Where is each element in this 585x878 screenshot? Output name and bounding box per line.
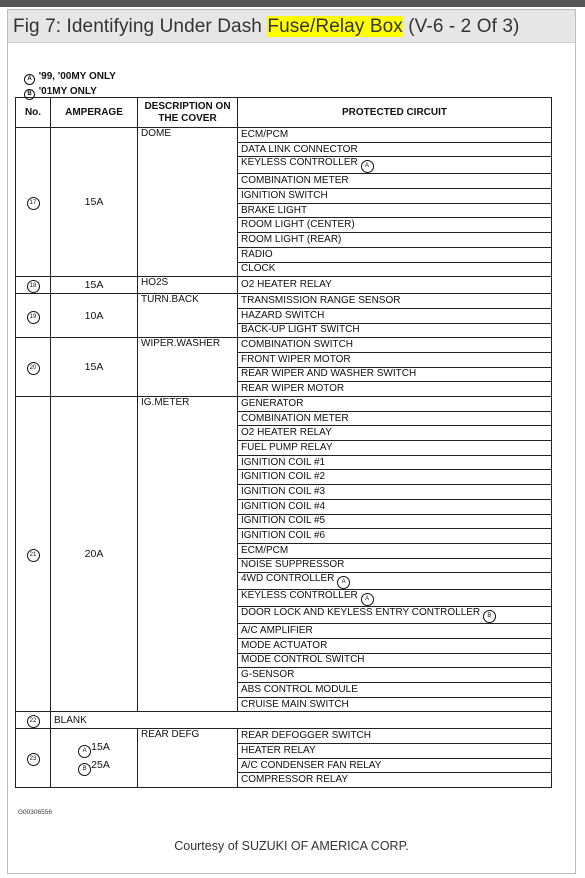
figure-title-highlight: Fuse/Relay Box — [267, 16, 403, 37]
protected-circuit: TRANSMISSION RANGE SENSOR — [241, 295, 401, 307]
protected-circuit-cell — [238, 773, 552, 788]
protected-circuit-cell — [238, 367, 552, 382]
fuse-row — [16, 128, 552, 143]
note-b-text: '01MY ONLY — [38, 86, 97, 97]
note-b-symbol: B — [24, 89, 35, 100]
courtesy-credit: Courtesy of SUZUKI OF AMERICA CORP. — [174, 839, 409, 853]
fuse-row — [16, 729, 552, 744]
protected-circuit: REAR WIPER AND WASHER SWITCH — [241, 368, 417, 380]
protected-circuit-cell — [238, 624, 552, 639]
protected-circuit-cell — [238, 411, 552, 426]
cover-description: TURN.BACK — [138, 294, 238, 338]
protected-circuit-cell — [238, 338, 552, 353]
protected-circuit-cell — [238, 323, 552, 338]
variant-b-symbol: B — [78, 763, 91, 776]
figure-title-suffix: (V-6 - 2 Of 3) — [402, 16, 520, 37]
protected-circuit-cell — [238, 247, 552, 262]
amperage-cell: 15A — [51, 128, 138, 277]
note-a-symbol: A — [24, 74, 35, 85]
cover-description: DOME — [138, 128, 238, 277]
protected-circuit-cell — [238, 142, 552, 157]
header-no: No. — [16, 98, 51, 128]
protected-circuit-cell — [238, 203, 552, 218]
protected-circuit: ROOM LIGHT (CENTER) — [241, 219, 355, 231]
protected-circuit: IGNITION COIL #2 — [241, 471, 326, 483]
protected-circuit: COMBINATION METER — [241, 412, 349, 424]
figure-title-prefix: Fig 7: Identifying Under Dash — [13, 16, 268, 37]
fuse-row — [16, 277, 552, 294]
protected-circuit-cell — [238, 189, 552, 204]
protected-circuit-cell — [238, 744, 552, 759]
header-amperage: AMPERAGE — [51, 98, 138, 128]
protected-circuit: COMPRESSOR RELAY — [241, 774, 349, 786]
fuse-number-badge: 19 — [27, 311, 40, 324]
protected-circuit-cell — [238, 262, 552, 277]
variant-a-symbol: A — [78, 745, 91, 758]
fuse-number-badge: 21 — [27, 549, 40, 562]
protected-circuit-cell — [238, 174, 552, 189]
fuse-table-body — [16, 128, 552, 788]
protected-circuit-cell — [238, 499, 552, 514]
fuse-row — [16, 294, 552, 309]
model-year-mark: A — [361, 160, 374, 173]
protected-circuit: FRONT WIPER MOTOR — [241, 353, 351, 365]
protected-circuit: IGNITION COIL #3 — [241, 485, 326, 497]
fuse-number-badge: 23 — [27, 753, 40, 766]
protected-circuit: KEYLESS CONTROLLER — [241, 157, 358, 169]
protected-circuit-cell — [238, 485, 552, 500]
amperage-a-value: 15A — [91, 741, 110, 754]
protected-circuit: HAZARD SWITCH — [241, 309, 325, 321]
protected-circuit-cell — [238, 308, 552, 323]
protected-circuit: ECM/PCM — [241, 128, 289, 140]
fuse-row — [16, 397, 552, 412]
protected-circuit: RADIO — [241, 248, 273, 260]
protected-circuit: ROOM LIGHT (REAR) — [241, 233, 342, 245]
protected-circuit: COMBINATION METER — [241, 175, 349, 187]
protected-circuit: G-SENSOR — [241, 669, 295, 681]
protected-circuit: MODE CONTROL SWITCH — [241, 654, 365, 666]
protected-circuit: REAR WIPER MOTOR — [241, 383, 345, 395]
cover-description: WIPER.WASHER — [138, 338, 238, 397]
figure-code: G00306556 — [18, 809, 52, 816]
protected-circuit-cell — [238, 441, 552, 456]
protected-circuit: NOISE SUPPRESSOR — [241, 559, 345, 571]
protected-circuit-cell — [238, 758, 552, 773]
protected-circuit: 4WD CONTROLLER — [241, 573, 335, 585]
protected-circuit: ECM/PCM — [241, 544, 289, 556]
fuse-row — [16, 338, 552, 353]
amperage-cell: 20A — [51, 397, 138, 712]
cover-description: IG.METER — [138, 397, 238, 712]
protected-circuit: IGNITION COIL #1 — [241, 456, 326, 468]
fuse-table — [15, 97, 552, 788]
protected-circuit-cell — [238, 607, 552, 624]
model-year-mark: A — [337, 576, 350, 589]
protected-circuit-cell — [238, 352, 552, 367]
protected-circuit: O2 HEATER RELAY — [241, 279, 332, 291]
note-a-text: '99, '00MY ONLY — [38, 71, 116, 82]
fuse-number-badge: 17 — [27, 197, 40, 210]
protected-circuit-cell — [238, 426, 552, 441]
protected-circuit: BRAKE LIGHT — [241, 204, 308, 216]
protected-circuit-cell — [238, 514, 552, 529]
protected-circuit-cell — [238, 668, 552, 683]
protected-circuit-cell — [238, 455, 552, 470]
protected-circuit-cell — [238, 529, 552, 544]
protected-circuit: GENERATOR — [241, 397, 304, 409]
protected-circuit-cell — [238, 638, 552, 653]
header-description: DESCRIPTION ON THE COVER — [138, 98, 238, 128]
blank-label: BLANK — [51, 712, 552, 729]
protected-circuit: IGNITION SWITCH — [241, 189, 328, 201]
protected-circuit: IGNITION COIL #4 — [241, 500, 326, 512]
fuse-number-cell — [16, 294, 51, 338]
amperage-cell — [51, 729, 138, 788]
fuse-number-badge: 22 — [27, 715, 40, 728]
protected-circuit-cell — [238, 382, 552, 397]
fuse-number-cell — [16, 712, 51, 729]
fuse-number-cell — [16, 729, 51, 788]
protected-circuit-cell — [238, 697, 552, 712]
figure-caption-bar — [8, 10, 575, 43]
protected-circuit-cell — [238, 157, 552, 174]
protected-circuit: IGNITION COIL #5 — [241, 515, 326, 527]
amperage-cell: 15A — [51, 338, 138, 397]
cover-description: REAR DEFG — [138, 729, 238, 788]
protected-circuit-cell — [238, 470, 552, 485]
cover-description: HO2S — [138, 277, 238, 294]
protected-circuit: ABS CONTROL MODULE — [241, 683, 358, 695]
protected-circuit-cell — [238, 233, 552, 248]
protected-circuit-cell — [238, 558, 552, 573]
protected-circuit: DOOR LOCK AND KEYLESS ENTRY CONTROLLER — [241, 607, 481, 619]
protected-circuit: HEATER RELAY — [241, 744, 316, 756]
protected-circuit-cell — [238, 653, 552, 668]
protected-circuit: IGNITION COIL #6 — [241, 530, 326, 542]
protected-circuit: KEYLESS CONTROLLER — [241, 590, 358, 602]
protected-circuit-cell — [238, 218, 552, 233]
fuse-table-header — [16, 98, 552, 128]
protected-circuit: O2 HEATER RELAY — [241, 427, 332, 439]
amperage-b-value: 25A — [91, 759, 110, 772]
protected-circuit: COMBINATION SWITCH — [241, 339, 354, 351]
amperage-cell: 10A — [51, 294, 138, 338]
protected-circuit-cell — [238, 590, 552, 607]
top-border — [0, 0, 585, 7]
amperage-cell: 15A — [51, 277, 138, 294]
note-a — [23, 70, 116, 85]
fuse-number-cell — [16, 338, 51, 397]
protected-circuit: FUEL PUMP RELAY — [241, 441, 333, 453]
fuse-row-blank — [16, 712, 552, 729]
protected-circuit-cell — [238, 729, 552, 744]
protected-circuit-cell — [238, 294, 552, 309]
fuse-number-badge: 20 — [27, 362, 40, 375]
amperage-variant-a — [54, 740, 134, 758]
protected-circuit-cell — [238, 543, 552, 558]
protected-circuit: CLOCK — [241, 263, 276, 275]
header-protected-circuit: PROTECTED CIRCUIT — [238, 98, 552, 128]
fuse-number-cell — [16, 277, 51, 294]
fuse-number-cell — [16, 128, 51, 277]
model-year-mark: B — [483, 610, 496, 623]
protected-circuit-cell — [238, 683, 552, 698]
figure-title — [13, 16, 519, 38]
model-year-notes — [23, 70, 116, 100]
figure-frame — [7, 9, 576, 874]
protected-circuit: MODE ACTUATOR — [241, 639, 328, 651]
model-year-mark: A — [361, 593, 374, 606]
protected-circuit-cell — [238, 573, 552, 590]
protected-circuit: A/C AMPLIFIER — [241, 625, 313, 637]
protected-circuit-cell — [238, 128, 552, 143]
fuse-chart-scan — [12, 43, 571, 833]
fuse-number-cell — [16, 397, 51, 712]
fuse-number-badge: 18 — [27, 280, 40, 293]
protected-circuit: A/C CONDENSER FAN RELAY — [241, 759, 382, 771]
amperage-variant-b — [54, 758, 134, 776]
protected-circuit: DATA LINK CONNECTOR — [241, 143, 358, 155]
protected-circuit: BACK-UP LIGHT SWITCH — [241, 324, 360, 336]
protected-circuit: REAR DEFOGGER SWITCH — [241, 730, 372, 742]
protected-circuit-cell — [238, 397, 552, 412]
protected-circuit-cell — [238, 277, 552, 294]
protected-circuit: CRUISE MAIN SWITCH — [241, 698, 349, 710]
